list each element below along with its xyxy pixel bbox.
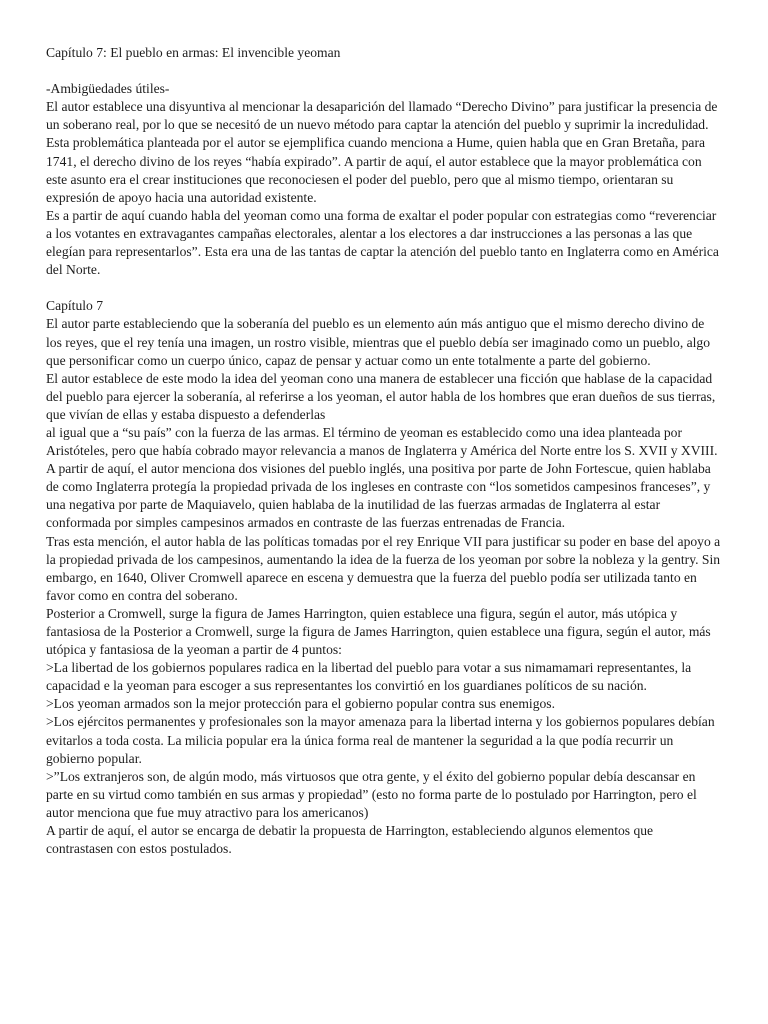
list-point: >La libertad de los gobiernos populares radica en la libertad del pueblo para votar a sus nimamamari representantes, la capacidad e la yeoman para escoger a sus representantes los convirtió en los guardianes políticos de su nación. xyxy=(46,660,692,694)
paragraph: Tras esta mención, el autor habla de las políticas tomadas por el rey Enrique VII para justificar su poder en base del apoyo a la propiedad privada de los campesinos, aumentando la idea de la fuerza de los yeoman por sobre la nobleza y la gentry. Sin embargo, en 1640, Oliver Cromwell aparece en escena y demuestra que la fuerza del pueblo podía ser utilizada tanto en favor como en contra del soberano. xyxy=(46,533,721,603)
list-point: >Los yeoman armados son la mejor protección para el gobierno popular contra sus enemigos. xyxy=(46,696,555,712)
paragraph: Esta problemática planteada por el autor se ejemplifica cuando menciona a Hume, quien habla que en Gran Bretaña, para 1741, el derecho divino de los reyes “había expirado”. A partir de aquí, el autor establece que la mayor problemática con este asunto era el crear instituciones que reconociesen el poder del pueblo, pero que al mismo tiempo, orientaran su expresión de apoyo hacia una autoridad existente. xyxy=(46,135,706,205)
paragraph: El autor establece una disyuntiva al mencionar la desaparición del llamado “Derecho Divino” para justificar la presencia de un soberano real, por lo que se necesitó de un nuevo método para captar la atención del pueblo y suprimir la incredulidad. xyxy=(46,99,718,133)
paragraph: A partir de aquí, el autor se encarga de debatir la propuesta de Harrington, estableciendo algunos elementos que contrastasen con estos postulados. xyxy=(46,823,654,857)
document-title: Capítulo 7: El pueblo en armas: El invencible yeoman xyxy=(46,45,341,60)
spacer xyxy=(46,62,722,80)
paragraph: Es a partir de aquí cuando habla del yeoman como una forma de exaltar el poder popular con estrategias como “reverenciar a los votantes en extravagantes campañas electorales, alentar a los electores a dar instrucciones a las personas a las que elegían para representarlos”. Esta era una de las tantas de captar la atención del pueblo tanto en Inglaterra como en América del Norte. xyxy=(46,207,719,278)
spacer xyxy=(46,279,722,297)
paragraph: al igual que a “su país” con la fuerza de las armas. El término de yeoman es establecido como una idea planteada por Aristóteles, pero que había cobrado mayor relevancia a manos de Inglaterra y América del Norte entre los S. XVII y XVIII. xyxy=(46,424,718,459)
section-heading: Capítulo 7 xyxy=(46,298,104,314)
list-point: >Los ejércitos permanentes y profesionales son la mayor amenaza para la libertad interna y los gobiernos populares debían evitarlos a toda costa. La milicia popular era la única forma real de mantener la seguridad a la que podía recurrir un gobierno popular. xyxy=(46,714,715,766)
paragraph: A partir de aquí, el autor menciona dos visiones del pueblo inglés, una positiva por parte de John Fortescue, quien hablaba de como Inglaterra protegía la propiedad privada de los ingleses en contraste con “los sometidos campesinos franceses”, y una negativa por parte de Maquiavelo, quien hablaba de la inutilidad de las fuerzas armadas de Inglaterra al estar conformada por simples campesinos armados en contraste de las fuerzas entrenadas de Francia. xyxy=(46,461,711,531)
paragraph: El autor parte estableciendo que la soberanía del pueblo es un elemento aún más antiguo que el mismo derecho divino de los reyes, que el rey tenía una imagen, un rostro visible, mientras que el pueblo debía ser imaginado como un pueblo, algo que personificar como un cuerpo único, capaz de pensar y actuar como un ente totalmente a parte del gobierno. xyxy=(46,316,711,368)
list-point: >”Los extranjeros son, de algún modo, más virtuosos que otra gente, y el éxito del gobierno popular debía descansar en parte en su virtud como también en sus armas y propiedad” (esto no forma parte de lo postulado por Harrington, pero el autor menciona que fue muy atractivo para los americanos) xyxy=(46,768,697,820)
section-heading: -Ambigüedades útiles- xyxy=(46,81,170,97)
paragraph: Posterior a Cromwell, surge la figura de James Harrington, quien establece una figura, según el autor, más utópica y fantasiosa de la Posterior a Cromwell, surge la figura de James Harrington, quien establece una figura, según el autor, más utópica y fantasiosa de la yeoman a partir de 4 puntos: xyxy=(46,605,711,658)
document-page xyxy=(46,44,722,858)
paragraph: El autor establece de este modo la idea del yeoman cono una manera de establecer una ficción que hablase de la capacidad del pueblo para ejercer la soberanía, al referirse a los yeoman, el autor habla de los hombres que eran dueños de sus tierras, que vivían de ellas y estaba dispuesto a defenderlas xyxy=(46,370,716,422)
